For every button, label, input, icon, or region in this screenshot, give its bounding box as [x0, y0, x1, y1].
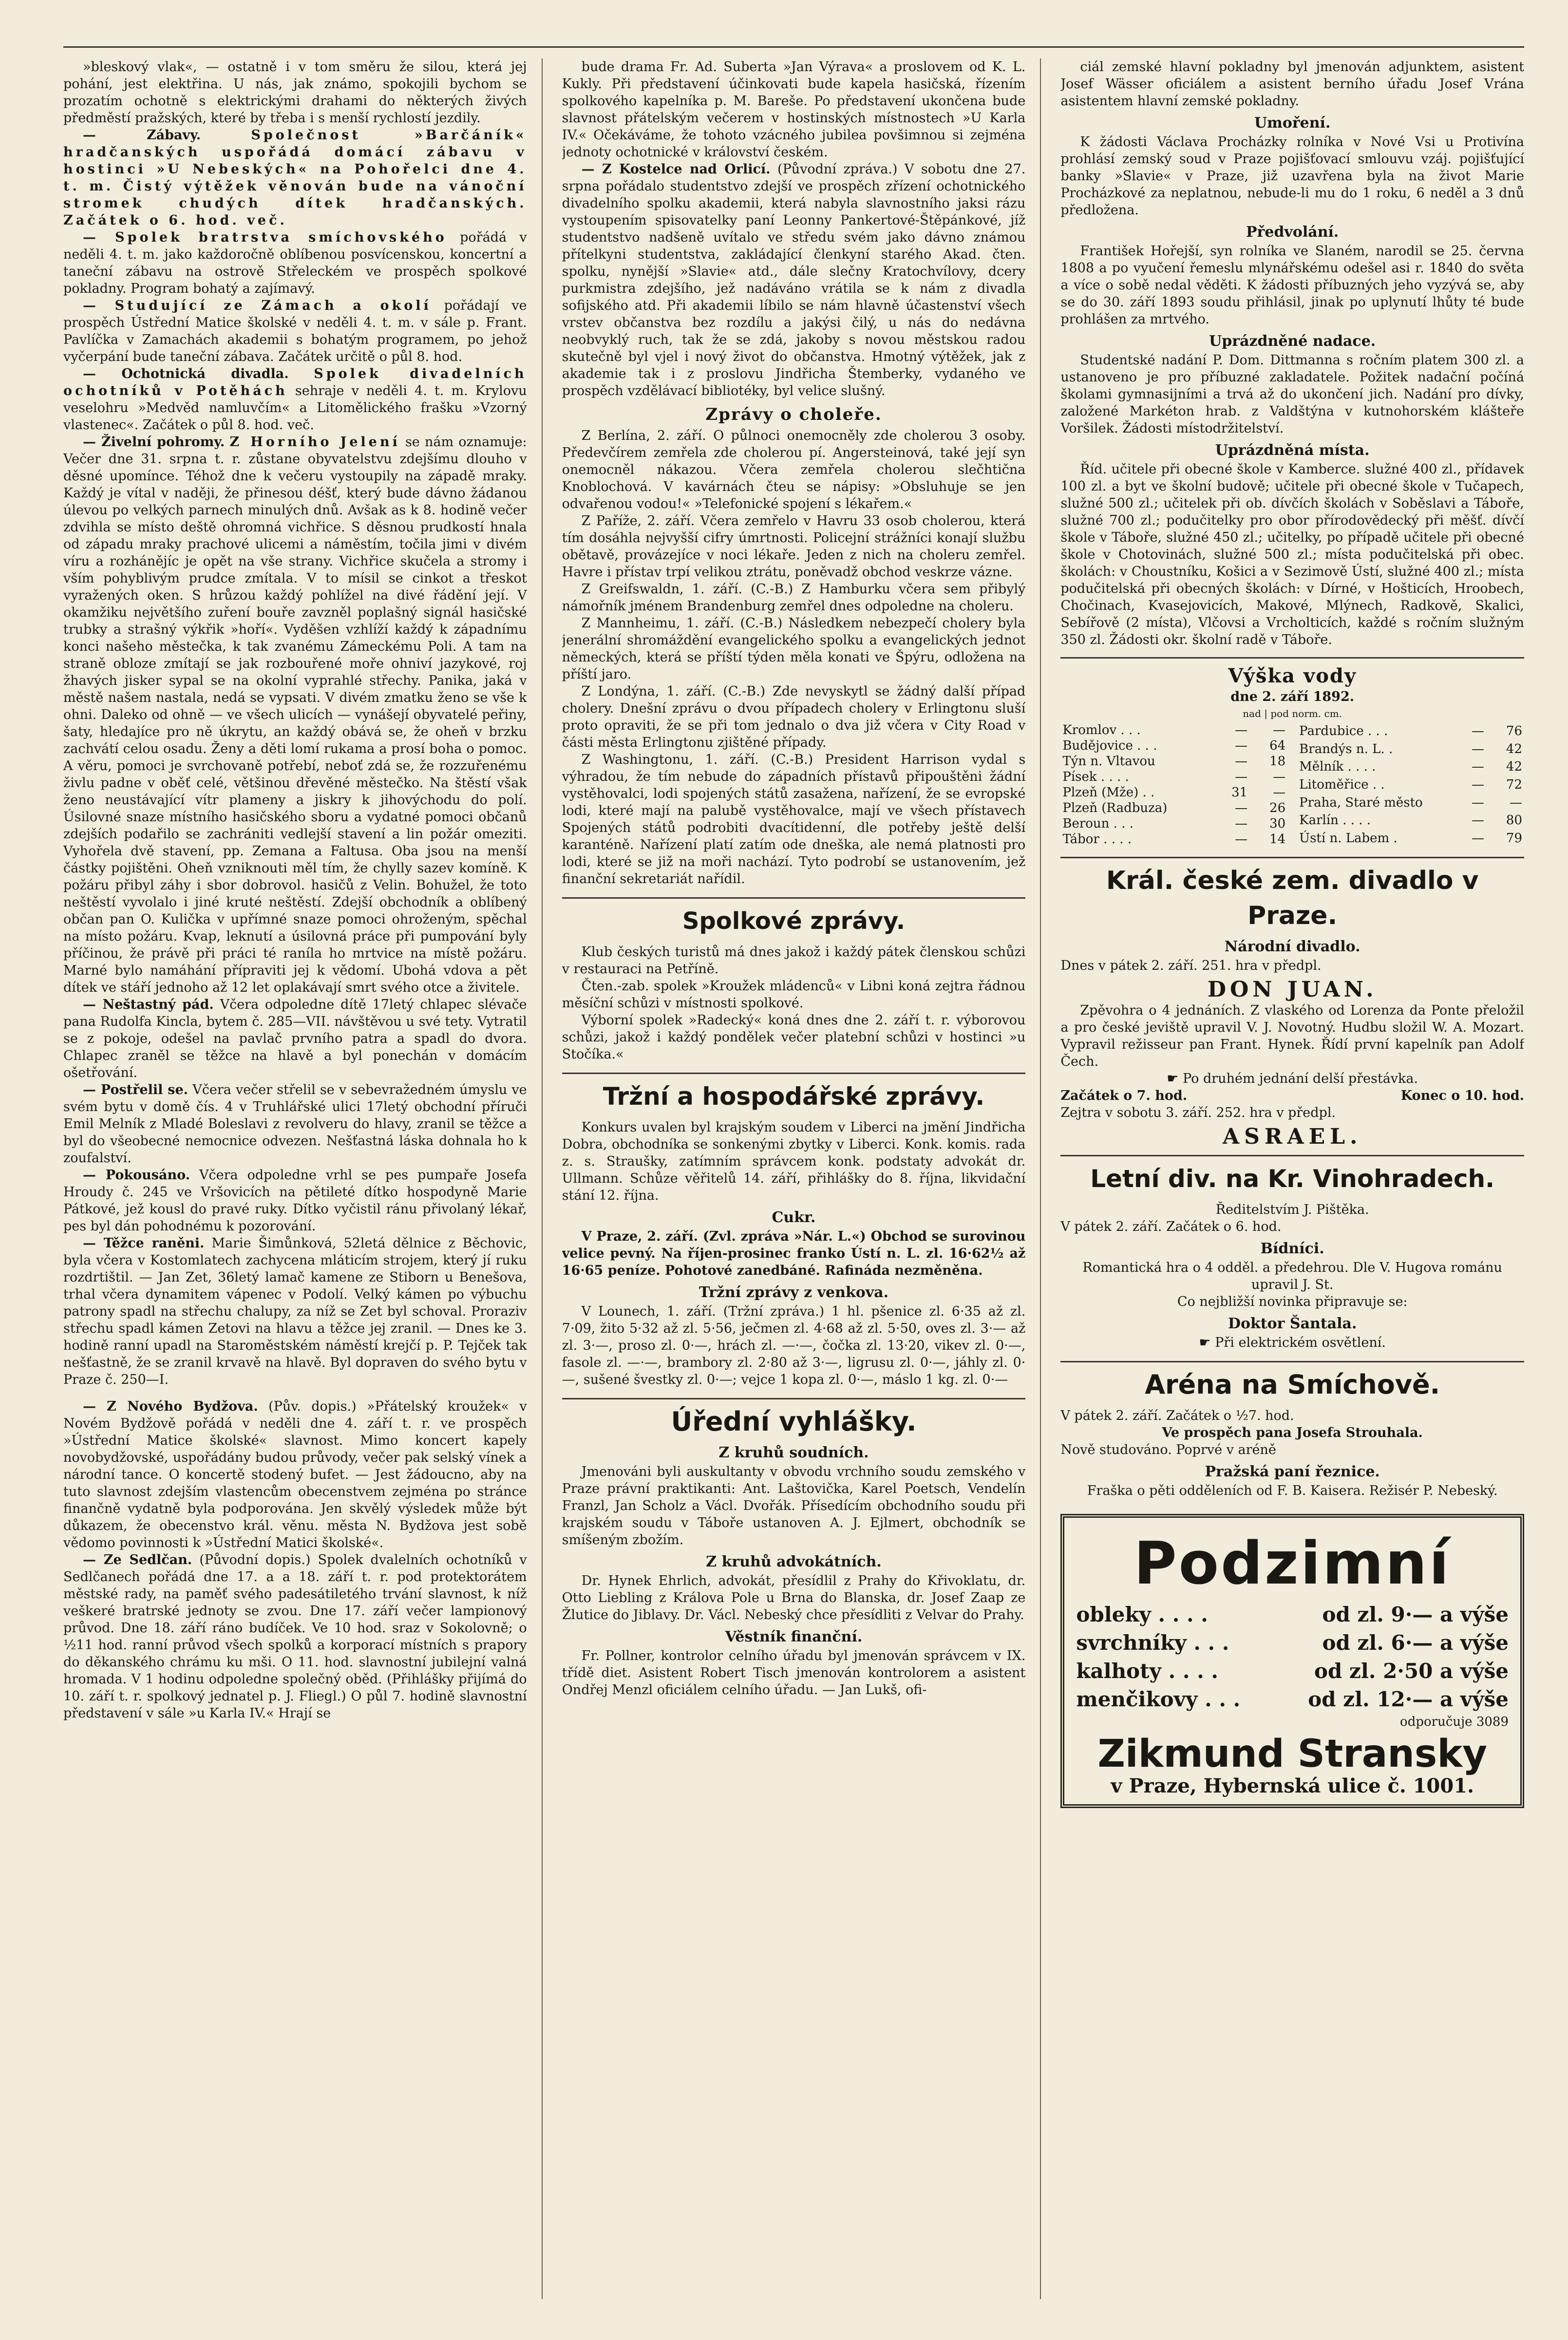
- level-above: —: [1472, 759, 1484, 774]
- play-times: Začátek o 7. hod. Konec o 10. hod.: [1060, 1088, 1525, 1103]
- ad-firm: Zikmund Stransky: [1097, 1732, 1488, 1776]
- station-name: Brandýs n. L. .: [1299, 741, 1393, 756]
- level-below: —: [1510, 795, 1522, 810]
- station-name: Plzeň (Mže) . .: [1062, 785, 1155, 800]
- theatre-heading: Král. české zem. divadlo v Praze.: [1060, 857, 1524, 933]
- subheading-vestnik: Věstník finanční.: [725, 1628, 863, 1645]
- water-level-row: [1297, 829, 1524, 847]
- water-level-date: dne 2. září 1892.: [1230, 689, 1355, 704]
- ad-address: v Praze, Hybernská ulice č. 1001.: [1111, 1774, 1474, 1797]
- section-heading-uradni: Úřední vyhlášky.: [562, 1398, 1026, 1439]
- article-nestastny: — Neštastný pád. Včera odpoledne dítě 17letý chlapec slévače pana Rudolfa Kincla, bytem č. 285—VII. návštěvou u své tety. Vytratil se z pokoje, odešel na pavlač prvního patra a spadl do dvora. Chlapec zraněl se těžce na hlavě a byl ponechán v domácím ošetřování.: [63, 997, 527, 1080]
- ad-price: od zl. 6·— a výše: [1322, 1631, 1509, 1655]
- subheading-soud: Z kruhů soudních.: [718, 1444, 869, 1461]
- article-studujici: — Studující ze Zámach a okolí pořádají ve prospěch Ústřední Matice školské v neděli 4. t. m. v sále p. Frant. Pavlíčka v Zamachách akademii s bohatým programem, po jehož vyčerpání bude taneční zábava. Začátek určitě o půl 8. hod.: [63, 298, 527, 364]
- station-name: Beroun . . .: [1062, 816, 1133, 831]
- article-text: ciál zemské hlavní pokladny byl jmenován adjunktem, asistent Josef Wässer oficiálem a asistent berního úřadu Josef Vrána asistentem hlavní zemské pokladny.: [1060, 59, 1525, 109]
- article-postrelil: — Postřelil se. Včera večer střelil se v sebevražedném úmyslu ve svém bytu v domě čís. 4 v Truhlářské ulici 17letý obchodní příruči Emil Melník z Mladé Boleslavi z revolveru do hlavy, zranil se těžce a byl do všeobecné nemocnice odvezen. Nešťastná láska dohnala ho k zoufalství.: [63, 1082, 527, 1166]
- level-below: —: [1273, 723, 1286, 737]
- column-1: [63, 58, 543, 2299]
- water-table-left: [1060, 722, 1287, 847]
- level-below: —: [1273, 770, 1286, 784]
- play-text: Zpěvohra o 4 jednáních. Z vlaského od Lorenza da Ponte přeložil a pro české jeviště upravil V. J. Novotný. Hudbu složil W. A. Mozart. Vypravil režisseur pan Frant. Hynek. Řídí první kapelník pan Adolf Čech.: [1060, 1003, 1525, 1069]
- ad-item: menčikovy . . .: [1076, 1687, 1241, 1711]
- article-umoreni: K žádosti Václava Procházky rolníka v Nové Vsi u Protivína prohlásí zemský soud v Praze pojišťovací smlouvu vzáj. pojišťující banky »Slavie« v Praze, již uzavřena byla na život Marie Procházkové za neplatnou, nebude-li mu do 1 roku, 6 neděl a 3 dnů předložena.: [1060, 134, 1525, 218]
- top-rule: [63, 46, 1524, 48]
- level-below: 42: [1506, 759, 1522, 774]
- water-level-row: [1060, 738, 1287, 754]
- article-zivelni: — Živelní pohromy. Z Horního Jelení se nám oznamuje: Večer dne 31. srpna t. r. zůstane obyvatelstvu zdejšímu dlouho v děsné upomínce. Téhož dne k večeru vystoupily na západě mraky. Každý je vítal v naději, že přinesou déšť, který bude dávno žádanou úlevou po velkých parnech minulých dnů. Avšak as k 8. hodině večer zdvihla se místo deště ohromná vichřice. S děsnou prudkostí hnala od západu mraky prachové ulicemi a náměstím, točila jimi v divém víru a rozhánějíc je opět na vše strany. Vichřice skučela a stromy i vším pohyblivým prudce zmítala. V to mísil se cinkot a třeskot vyražených oken. S hrůzou každý pohlížel na divé řádění její. V okamžiku největšího zuření bouře zavzněl poplašný signál hasičské trubky a strašný výkřik »hoří«. Vyděšen vzhlíží každý k západnímu konci našeho městečka, k tak zvanému Zámeckému Poli. A tam na straně obloze zmítají se jak rozbouřené moře ohniví jazykové, roj žhavých jisker sypal se na okolní vyprahlé střechy. Panika, jaká v městě našem nastala, nedá se vypsati. V divém zmatku ženo se vše k ohni. Daleko od ohně — ve všech ulicích — vynášejí obyvatelé peřiny, šaty, hledajíce pro ně úkrytu, an každý obává se, že oheň v brzku zachvátí celou osadu. Ženy a děti lomí rukama a prosí boha o pomoc. A věru, pomoci je svrchovaně potřebí, neboť zdá se, že rozzuřenému živlu padne v oběť celé, většinou dřevěné městečko. Na štěstí však ženo neustávající vítr plameny a jiskry k jihovýchodu do polí. Úsilovné snaze místního hasičského sboru a vydatné pomoci občanů zdejších podařilo se zachrániti vedlejší stavení a lin požár omeziti. Vyhořela dvě stavení, pp. Zemana a Faltusa. Oba jsou na menší částky pojištěni. Oheň vzniknouti měl tím, že chylly sazev komíně. K požáru přibyl záhy i sbor dobrovol. hasičů z Velin. Bohužel, že toto neštěstí vyvolalo i jiné kruté neštěstí. Zdejší obchodník a oblíbený občan pan O. Kulička v upřímné snaze pomoci ohroženým, spěchal na místo požáru. Kvap, leknutí a úsilovná práce při pumpování byly příčinou, že právě při práci té raníla ho mrtvice na místě požáru. Marné bylo namáhání přípraviti jej k vědomí. Ubohá vdova a pět dítek ve stáří jednoho až 12 let oplakávají smrt svého otce a živitele.: [63, 434, 527, 995]
- level-above: —: [1472, 724, 1484, 739]
- water-level-row: [1297, 811, 1524, 830]
- level-above: —: [1472, 795, 1484, 810]
- article-zabavy: — Zábavy. Společnost »Barčáník« hradčanských uspořádá domácí zábavu v hostinci »U Nebeských« na Pohořelci dne 4. t. m. Čistý výtěžek věnován bude na vánoční stromek chudých dítek hradčanských. Začátek o 6. hod. več.: [63, 128, 527, 228]
- article-cholera-washington: Z Washingtonu, 1. září. (C.-B.) President Harrison vydal s výhradou, že tím nebude do západních přístavů připouštěni žádní vystěhovalci, lodi spojených států zasažena, nařízení, že se evropské lodi, které mají na palubě vystěhovalce, mají ve všech přístavech Spojených států podrobiti dvacítidenní, dle potřeby ještě delší karanténě. Nařízení platí zatím ode dneška, ale nemá platnosti pro lodi, které se již na moři nachází. Tyto podrobí se ustanovením, jež finanční sekretariát nařídil.: [562, 752, 1026, 887]
- station-name: Litoměřice . .: [1299, 777, 1385, 792]
- level-above: —: [1235, 832, 1248, 847]
- subheading-advokat: Z kruhů advokátních.: [706, 1553, 882, 1570]
- article-predvolani: František Hořejší, syn rolníka ve Slaném, narodil se 25. června 1808 a po vyučení řemeslu mlynářskému odešel asi r. 1840 do světa a více o sobě nedal věděti. K žádosti příbuzných jeho vyzývá se, aby se do 30. září 1893 soudu přihlásil, jinak po uplynutí lhůty té bude prohlášen za mrtvého.: [1060, 244, 1525, 327]
- article-mista: Říd. učitele při obecné škole v Kamberce. služné 400 zl., přídavek 100 zl. a byt ve školní budově; učitele při obecné škole v Tučapech, služné 500 zl.; učitelek při ob. dívčích školách v Soběslavi a Táboře, služné 700 zl.; podučitelky pro obor přírodovědecký při měšť. dívčí škole v Táboře, služné 450 zl.; učitelky, po případě učitele při obecné škole v Chotovinách, služné 500 zl.; místa podučitelská při obec. školách: v Choustníku, Košici a v Sezimově Ústí, služné 400 zl.; místa podučitelská při obecných školách: v Dírné, v Hošticích, Hroobech, Chočinach, Kvasejovicích, Makové, Mlýnech, Radkově, Skalici, Sebířově (2 místa), Vlčovsi a Vrcholticích, každé s ročním služným 350 zl. Žádosti okr. školní radě v Táboře.: [1060, 462, 1525, 647]
- section-heading-spolkove: Spolkové zprávy.: [562, 897, 1026, 939]
- article-pokouseno: — Pokousáno. Včera odpoledne vrhl se pes pumpaře Josefa Hroudy č. 245 ve Vršovicích na pětileté dítko hospodyně Marie Pátkové, jež kousl do pravé ruky. Dítko vyčistil ránu přivolaný lékař, pes byl dán pohodnému k pozorování.: [63, 1168, 527, 1234]
- theatre-line: Dnes v pátek 2. září. 251. hra v předpl.: [1060, 958, 1322, 973]
- play-text: Romantická hra o 4 odděl. a předehrou. Dle V. Hugova románu upravil J. St.: [1082, 1260, 1502, 1292]
- subheading-predvolani: Předvolání.: [1246, 224, 1339, 241]
- level-below: 72: [1506, 777, 1522, 792]
- benefit-line: Ve prospěch pana Josefa Strouhala.: [1162, 1425, 1423, 1440]
- ad-price-row: [1076, 1601, 1509, 1629]
- level-above: —: [1235, 770, 1248, 784]
- level-below: 42: [1506, 741, 1522, 756]
- water-level-row: [1297, 758, 1524, 776]
- station-name: Kromlov . . .: [1062, 723, 1141, 737]
- water-level-row: [1060, 816, 1287, 831]
- tomorrow-line: Zejtra v sobotu 3. září. 252. hra v předpl.: [1060, 1105, 1336, 1120]
- level-above: —: [1235, 738, 1248, 753]
- article-vestnik: Fr. Pollner, kontrolor celního úřadu byl jmenován správcem v IX. třídě diet. Asistent Robert Tisch jmenován kontrolorem a asistent Ondřej Menzl oficiálem celního úřadu. — Jan Lukš, ofi-: [562, 1648, 1026, 1698]
- level-above: —: [1235, 801, 1248, 815]
- level-above: —: [1472, 777, 1484, 792]
- theatre-line: Nově studováno. Poprvé v aréně: [1060, 1442, 1276, 1457]
- divider: [1060, 657, 1524, 659]
- advertisement-stransky: [1060, 1514, 1524, 1808]
- article-cholera-berlin: Z Berlína, 2. září. O půlnoci onemocněly zde cholerou 3 osoby. Předevčírem zemřela zde cholerou pí. Angersteinová, také její syn onemocněl nákazou. Včera zemřela cholerou slečhtična Knoblochová. V kavárnách čteu se nápisy: »Obsluhuje se jen odvařenou vodou!« »Telefonické spojení s lékařem.«: [562, 428, 1026, 511]
- ad-price-row: [1076, 1685, 1509, 1714]
- ad-price: od zl. 12·— a výše: [1308, 1687, 1509, 1711]
- article-ochotnicka: — Ochotnická divadla. Spolek divadelních ochotníků v Potěhách sehraje v neděli 4. t. m. Krylovu veselohru »Medvěd namluvčím« a Litomělického frašku »Vzorný vlastenec«. Začátek o půl 8. hod. več.: [63, 366, 527, 433]
- ad-price-list: [1076, 1601, 1509, 1714]
- pointing-hand-icon: ☛: [1167, 1071, 1179, 1086]
- level-below: 14: [1269, 832, 1286, 847]
- ad-recommend: odporučuje 3089: [1400, 1715, 1509, 1729]
- level-below: 80: [1506, 813, 1522, 828]
- article-text: »bleskový vlak«, — ostatně i v tom směru že silou, která jej pohání, jest elektřina. U nás, jak známo, spokojili bychom se prozatím ochotně s elektrickými drahami do některých živých předměstí pražských, které by třeba i s menší rychlostí jezdily.: [63, 59, 527, 126]
- article-cholera-pariz: Z Paříže, 2. září. Včera zemřelo v Havru 33 osob cholerou, která tím dosáhla nejvyšší cifry úmrtnosti. Policejní strážníci konají službu obětavě, provázejíce v noci lékaře. Jeden z nich na choleru zemřel. Havre i přístav trpí velikou ztrátu, poněvadž obchod veskrze vázne.: [562, 513, 1026, 580]
- level-below: 18: [1269, 754, 1286, 769]
- water-level-row: [1060, 800, 1287, 816]
- subheading-cukr: Cukr.: [772, 1209, 816, 1226]
- article-kostelec: — Z Kostelce nad Orlicí. (Původní zpráva.) V sobotu dne 27. srpna pořádalo studentstvo zdejší ve prospěch zřízení ochotnického divadelního spolku akademii, která nabyla slavnostního jaksi rázu vystoupením spisovatelky paní Leonny Pankertové-Štěpánkové, jíž studentstvo nadšeně uvítalo ve středu svém jako dávno známou přítelkyni studentstva, zakládající členkyní starého Akad. čten. spolku, nynější »Slavie« atd., dále slečny Kratochvílovy, dcery purkmistra zdejšího, jež nadáváno vrátila se k nám z divadla sofijského atd. Při akademii líbilo se nám hlavně účastenství všech vrstev občanstva bez rozdílu a jakýsi čilý, u nás do nedávna neobvyklý ruch, tak že se zdá, jakoby s novou městskou radou skutečně byl vjel i nový život do občanstva. Hmotný výtěžek, jak z akademie tak i z proslovu Jindřicha Štemberky, vydaného ve prospěch vzdělávací bibliotéky, byl velice slušný.: [562, 162, 1026, 398]
- water-level-title: Výška vody: [1228, 664, 1357, 687]
- level-above: —: [1472, 813, 1484, 828]
- article-cholera-greifswald: Z Greifswaldn, 1. září. (C.-B.) Z Hamburku včera sem přibylý námořník jménem Brandenburg zemřel dnes odpoledne na choleru.: [562, 582, 1026, 614]
- water-level-columns: nad | pod norm. cm.: [1243, 708, 1342, 719]
- intermission: ☛ Po druhém jednání delší přestávka.: [1167, 1071, 1418, 1086]
- play-title: Bídníci.: [1260, 1240, 1324, 1257]
- station-name: Plzeň (Radbuza): [1062, 801, 1168, 815]
- water-level-row: [1297, 776, 1524, 794]
- theatre-line: V pátek 2. září. Začátek o 6. hod.: [1060, 1219, 1282, 1234]
- play-text: Fraška o pěti odděleních od F. B. Kaisera. Režisér P. Nebeský.: [1087, 1483, 1498, 1498]
- level-above: —: [1472, 830, 1484, 846]
- ad-item: obleky . . . .: [1076, 1603, 1208, 1626]
- subheading-mista: Uprázdněná místa.: [1215, 442, 1370, 459]
- ad-item: kalhoty . . . .: [1076, 1659, 1218, 1683]
- club-notice: Výborní spolek »Radecký« koná dnes dne 2. září t. r. výborovou schůzi, jakož i každý pondělek večer platební schůzi v hostinci »u Stočíka.«: [562, 1013, 1026, 1062]
- article-konkurs: Konkurs uvalen byl krajským soudem v Liberci na jmění Jindřicha Dobra, obchodníka se sonkenými zbytky v Liberci. Konk. komis. rada z. s. Straušky, zatímním správcem konk. podstaty advokát dr. Ullmann. Schůze věřitelů 14. září, přihlášky do 8. října, likvidační stání 12. října.: [562, 1120, 1026, 1203]
- column-2: [562, 58, 1041, 2299]
- theatre-line: V pátek 2. září. Začátek o ½7. hod.: [1060, 1408, 1294, 1423]
- water-level-row: [1297, 722, 1524, 740]
- article-text: bude drama Fr. Ad. Suberta »Jan Výrava« a proslovem od K. L. Kukly. Při představení účinkovati bude kapela hasičská, řízením spolkového kapelníka p. M. Bareše. Po představení ukončena bude slavnost přátelským večerem v hostinských místnostech »U Karla IV.« Očekáváme, že tohoto vzácného jubilea povšimnou si zejména jednoty ochotnické v království českém.: [562, 59, 1026, 160]
- level-below: —: [1273, 785, 1286, 800]
- water-table-right: [1297, 722, 1524, 847]
- club-notice: Klub českých turistů má dnes jakož i každý pátek členskou schůzi v restauraci na Petříně.: [562, 944, 1026, 977]
- article-tezce: — Těžce raněni. Marie Šimůnková, 52letá dělnice z Běchovic, byla včera v Kostomlatech zachycena mláticím strojem, který jí ruku rozdrtištil. — Jan Zet, 36letý lamač kamene ze Stiborn u Benešova, trhal včera dynamitem vápenec v Podolí. Velký kámen po výbuchu patrony spadl na střechu chalupy, za níž se Zet byl schoval. Proraziv střechu spadl kámen Zetovi na hlavu a těžce jej zranil. — Dnes ke 3. hodině ranní upadl na Staroměstském náměstí krejčí p. P. Tejček tak nešťastně, že se zranil krvavě na hlavě. Byl dopraven do svého bytu v Praze č. 250—I.: [63, 1236, 527, 1387]
- article-nadace: Studentské nadání P. Dom. Dittmanna s ročním platem 300 zl. a ustanoveno je pro příbuzné zakladatele. Požitek nadační počíná školami gymnasijními a trvá až do ukončení jich. Nadání pro dívky, založené Markéton hrab. z Valdštýna v kutnohorském klášteře Voršilek. Žádosti místodržitelství.: [1060, 353, 1525, 436]
- station-name: Karlín . . . .: [1299, 813, 1371, 828]
- column-3: [1060, 58, 1524, 2299]
- theatre-heading: Aréna na Smíchově.: [1060, 1361, 1524, 1402]
- station-name: Mělník . . . .: [1299, 759, 1376, 774]
- play-title: Pražská paní řeznice.: [1205, 1463, 1380, 1480]
- club-notice: Čten.-zab. spolek »Kroužek mládenců« v Libni koná zejtra řádnou měsíční schůzi v místnosti spolkové.: [562, 979, 1026, 1011]
- ad-item: svrchníky . . .: [1076, 1631, 1229, 1655]
- water-level-row: [1297, 793, 1524, 811]
- subheading-venkov: Tržní zprávy z venkova.: [699, 1284, 889, 1301]
- ad-price: od zl. 2·50 a výše: [1314, 1659, 1509, 1683]
- water-level-table: [1060, 722, 1524, 847]
- water-level-row: [1060, 769, 1287, 785]
- play-title: ASRAEL.: [1222, 1124, 1362, 1149]
- level-above: —: [1235, 754, 1248, 769]
- level-below: 30: [1269, 816, 1286, 831]
- ad-price: od zl. 9·— a výše: [1322, 1603, 1509, 1626]
- water-level-row: [1297, 740, 1524, 758]
- play-title: DON JUAN.: [1207, 977, 1378, 1002]
- water-level-row: [1060, 722, 1287, 738]
- level-above: 31: [1231, 785, 1248, 800]
- station-name: Ústí n. Labem .: [1299, 830, 1398, 846]
- theatre-heading: Letní div. na Kr. Vinohradech.: [1060, 1155, 1524, 1196]
- station-name: Tábor . . . .: [1062, 832, 1132, 847]
- level-above: —: [1235, 723, 1248, 737]
- water-level-row: [1060, 831, 1287, 847]
- level-above: —: [1235, 816, 1248, 831]
- pointing-hand-icon: ☛: [1199, 1335, 1211, 1350]
- theatre-director: Ředitelstvím J. Pištěka.: [1215, 1202, 1369, 1217]
- article-cholera-londyn: Z Londýna, 1. září. (C.-B.) Zde nevyskytl se žádný další případ cholery. Dnešní zprávu o dvou případech cholery v Erlingtonu sluší proto opraviti, že se při tom jednalo o dva již včera v City Road v části města Erlingtonu zjištěné případy.: [562, 684, 1026, 750]
- ad-price-row: [1076, 1629, 1509, 1657]
- water-level-row: [1060, 754, 1287, 769]
- article-cukr: V Praze, 2. září. (Zvl. zpráva »Nár. L.«) Obchod se surovinou velice pevný. Na říjen-prosinec franko Ústí n. L. zl. 16·62½ až 16·65 peníze. Pohotové zanedbáné. Rafináda nezměněna.: [562, 1229, 1026, 1278]
- subheading-umoreni: Umoření.: [1254, 114, 1331, 132]
- level-above: —: [1472, 741, 1484, 756]
- section-heading-trzni: Tržní a hospodářské zprávy.: [562, 1073, 1026, 1114]
- level-below: 26: [1269, 801, 1286, 815]
- article-spolek: — Spolek bratrstva smíchovského pořádá v neděli 4. t. m. jako každoročně oblíbenou posvícenskou, koncertní a taneční zábavu na ostrově Střeleckém ve prospěch spolkové pokladny. Program bohatý a zajímavý.: [63, 230, 527, 296]
- station-name: Týn n. Vltavou: [1062, 754, 1155, 769]
- station-name: Budějovice . . .: [1062, 738, 1157, 753]
- article-advokat: Dr. Hynek Ehrlich, advokát, přesídlil z Prahy do Křivoklatu, dr. Otto Liebling z Králova Pole u Brna do Blanska, dr. Josef Zaap ze Žlutice do Jiblavy. Dr. Václ. Nebeský chce přesídliti z Velvar do Prahy.: [562, 1573, 1026, 1623]
- level-below: 64: [1269, 738, 1286, 753]
- article-bydzov: — Z Nového Bydžova. (Pův. dopis.) »Přátelský kroužek« v Novém Bydžově pořádá v neděli dne 4. září t. r. ve prospěch »Ústřední Matice školské« slavnost. Mimo koncert kapely novobydžovské, uspořádány budou průvody, večer pak selský vínek a národní tance. O koncertě stodený bufet. — Jest žádoucno, aby na tuto slavnost zdejším vlastencům obecenstvem zejména po stránce finančně vydatně byla podporována. Jen skvělý výsledek může být důkazem, že obecenstvo král. věnu. města N. Bydžova jest sobě vědomo povinnosti k »Ústřední Matici školské«.: [63, 1399, 527, 1550]
- subheading-nadace: Uprázdněné nadace.: [1209, 333, 1376, 350]
- ad-title: Podzimní: [1133, 1530, 1451, 1598]
- station-name: Praha, Staré město: [1299, 795, 1423, 810]
- play-title: Doktor Šantala.: [1228, 1315, 1357, 1332]
- play-novelty: Co nejbližší novinka připravuje se:: [1177, 1294, 1408, 1309]
- article-sedlcan: — Ze Sedlčan. (Původní dopis.) Spolek dvalelních ochotníků v Sedlčanech pořádá dne 17. a a 18. září t. r. pod protektorátem městské rady, na paměť svého padesátiletého trvání slavnost, k níž veškeré bratrské jednoty se zvou. Dne 17. září večer lampionový průvod. Dne 18. září ráno budíček. Ve 10 hod. sraz v Sokolovně; o ½11 hod. ranní průvod všech spolků a korporací místních s prapory do děkanského chrámu ku mši. O 11. hod. slavnostní jubilejní valná hromada. V 1 hodinu odpoledne společný oběd. (Přihlášky přijímá do 10. září t. r. spolkový jednatel p. J. Fliegl.) O půl 7. hodině slavnostní představení v sále »u Karla IV.« Hrají se: [63, 1552, 527, 1721]
- station-name: Písek . . . .: [1062, 770, 1129, 784]
- ad-price-row: [1076, 1657, 1509, 1685]
- article-soud: Jmenováni byli auskultanty v obvodu vrchního soudu zemského v Praze právní praktikanti: Ant. Laštovička, Karel Poetsch, Vendelín Franzl, Jan Scholz a Václ. Dvořák. Přísedícím obchodního soudu při krajském soudu v Táboře ustanoven A. J. Ejlmert, obchodník se smíšeným zbožím.: [562, 1464, 1026, 1547]
- section-heading-cholera: Zprávy o choleře.: [705, 405, 882, 424]
- theatre-name: Národní divadlo.: [1224, 938, 1360, 955]
- water-level-row: [1060, 785, 1287, 800]
- article-venkov: V Lounech, 1. září. (Tržní zpráva.) 1 hl. pšenice zl. 6·35 až zl. 7·09, žito 5·32 až zl. 5·56, ječmen zl. 4·68 až zl. 5·50, oves zl. 3·— až zl. 3·—, proso zl. 0·—, hrách zl. —·—, čočka zl. 13·20, vikev zl. 0·—, fasole zl. —·—, brambory zl. 2·80 až 3·—, ligrusu zl. 0·—, jáhly zl. 0·—, sušené švestky zl. 0·—; vejce 1 kopa zl. 0·—, máslo 1 kg. zl. 0·—: [562, 1304, 1026, 1387]
- station-name: Pardubice . . .: [1299, 724, 1388, 739]
- level-below: 76: [1506, 724, 1522, 739]
- lighting-note: ☛ Při elektrickém osvětlení.: [1199, 1335, 1386, 1350]
- article-cholera-mannheim: Z Mannheimu, 1. září. (C.-B.) Následkem nebezpečí cholery byla jenerální shromáždění evangelického spolku a evangelických jednot německých, která se příští týden měla konati ve Špýru, odložena na příští jaro.: [562, 616, 1026, 682]
- level-below: 79: [1506, 830, 1522, 846]
